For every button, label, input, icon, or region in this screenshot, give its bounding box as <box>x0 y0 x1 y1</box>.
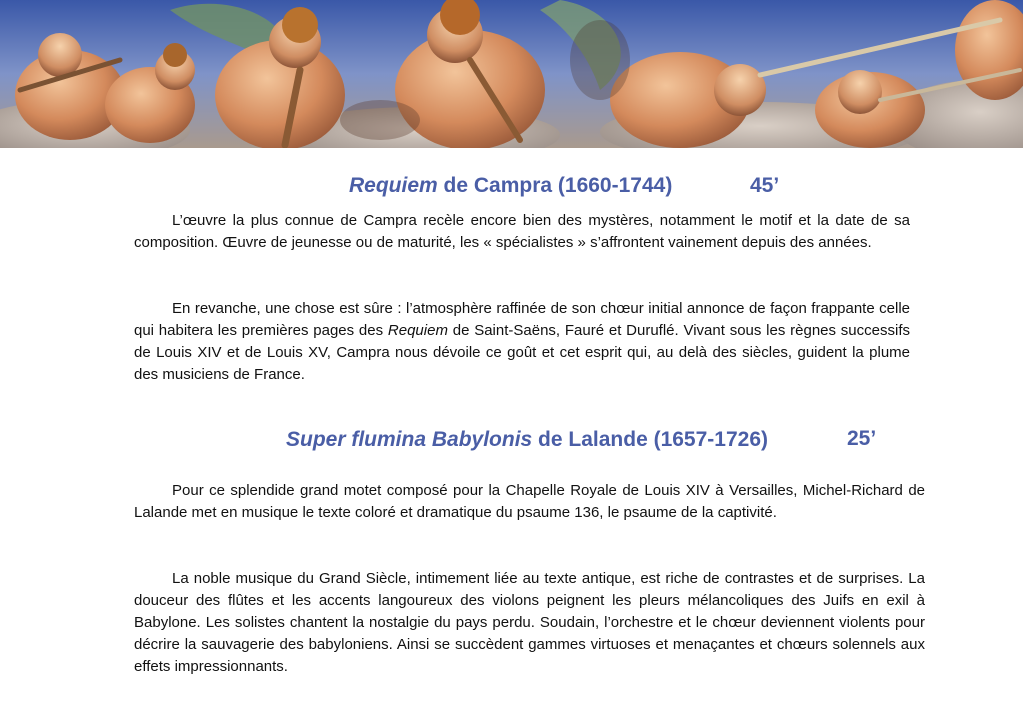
section1-p2-end: de Saint-Saëns, Fauré et Duruflé. Vivant sous les règnes successifs de Louis XIV et de Louis XV, Campra nous dévoile ce goût et cet esprit qui, au delà des siècles, guident la plume des musiciens de France. <box>134 322 910 383</box>
section1-title <box>349 174 672 198</box>
section2-duration: 25’ <box>847 427 877 450</box>
section2-title-rest: de Lalande (1657-1726) <box>532 428 768 451</box>
section1-p2-start: En revanche, une chose est sûre : l’atmosphère raffinée de son chœur initial annonce de façon frappante celle qui habitera les premières pages des <box>134 300 910 339</box>
section1-p2-italic: Requiem <box>387 322 448 339</box>
section1-duration: 45’ <box>750 174 780 197</box>
section1-title-italic: Requiem <box>349 174 438 197</box>
section1-paragraph-1: L’œuvre la plus connue de Campra recèle encore bien des mystères, notamment le motif et la date de sa composition. Œuvre de jeunesse ou de maturité, les « spécialistes » s’affrontent vainement depuis des années. <box>134 212 910 251</box>
fresco-banner-image <box>0 0 1023 148</box>
section2-title-italic: Super flumina Babylonis <box>286 428 533 451</box>
section2-paragraph-2: La noble musique du Grand Siècle, intimement liée au texte antique, est riche de contrastes et de surprises. La douceur des flûtes et les accents langoureux des violons peignent les pleurs mélancoliques des Juifs en exil à Babylone. Les solistes chantent la nostalgie du pays perdu. Soudain, l’orchestre et le chœur deviennent violents pour décrire la sauvagerie des babyloniens. Ainsi se succèdent gammes virtuoses et menaçantes et chœurs solennels aux effets impressionnants. <box>134 570 925 675</box>
section1-title-rest: de Campra (1660-1744) <box>437 174 673 197</box>
section1-paragraph-2 <box>134 298 910 386</box>
section2-paragraph-1: Pour ce splendide grand motet composé pour la Chapelle Royale de Louis XIV à Versailles, Michel-Richard de Lalande met en musique le texte coloré et dramatique du psaume 136, le psaume de la captivité. <box>134 482 925 521</box>
section2-title <box>286 428 768 452</box>
